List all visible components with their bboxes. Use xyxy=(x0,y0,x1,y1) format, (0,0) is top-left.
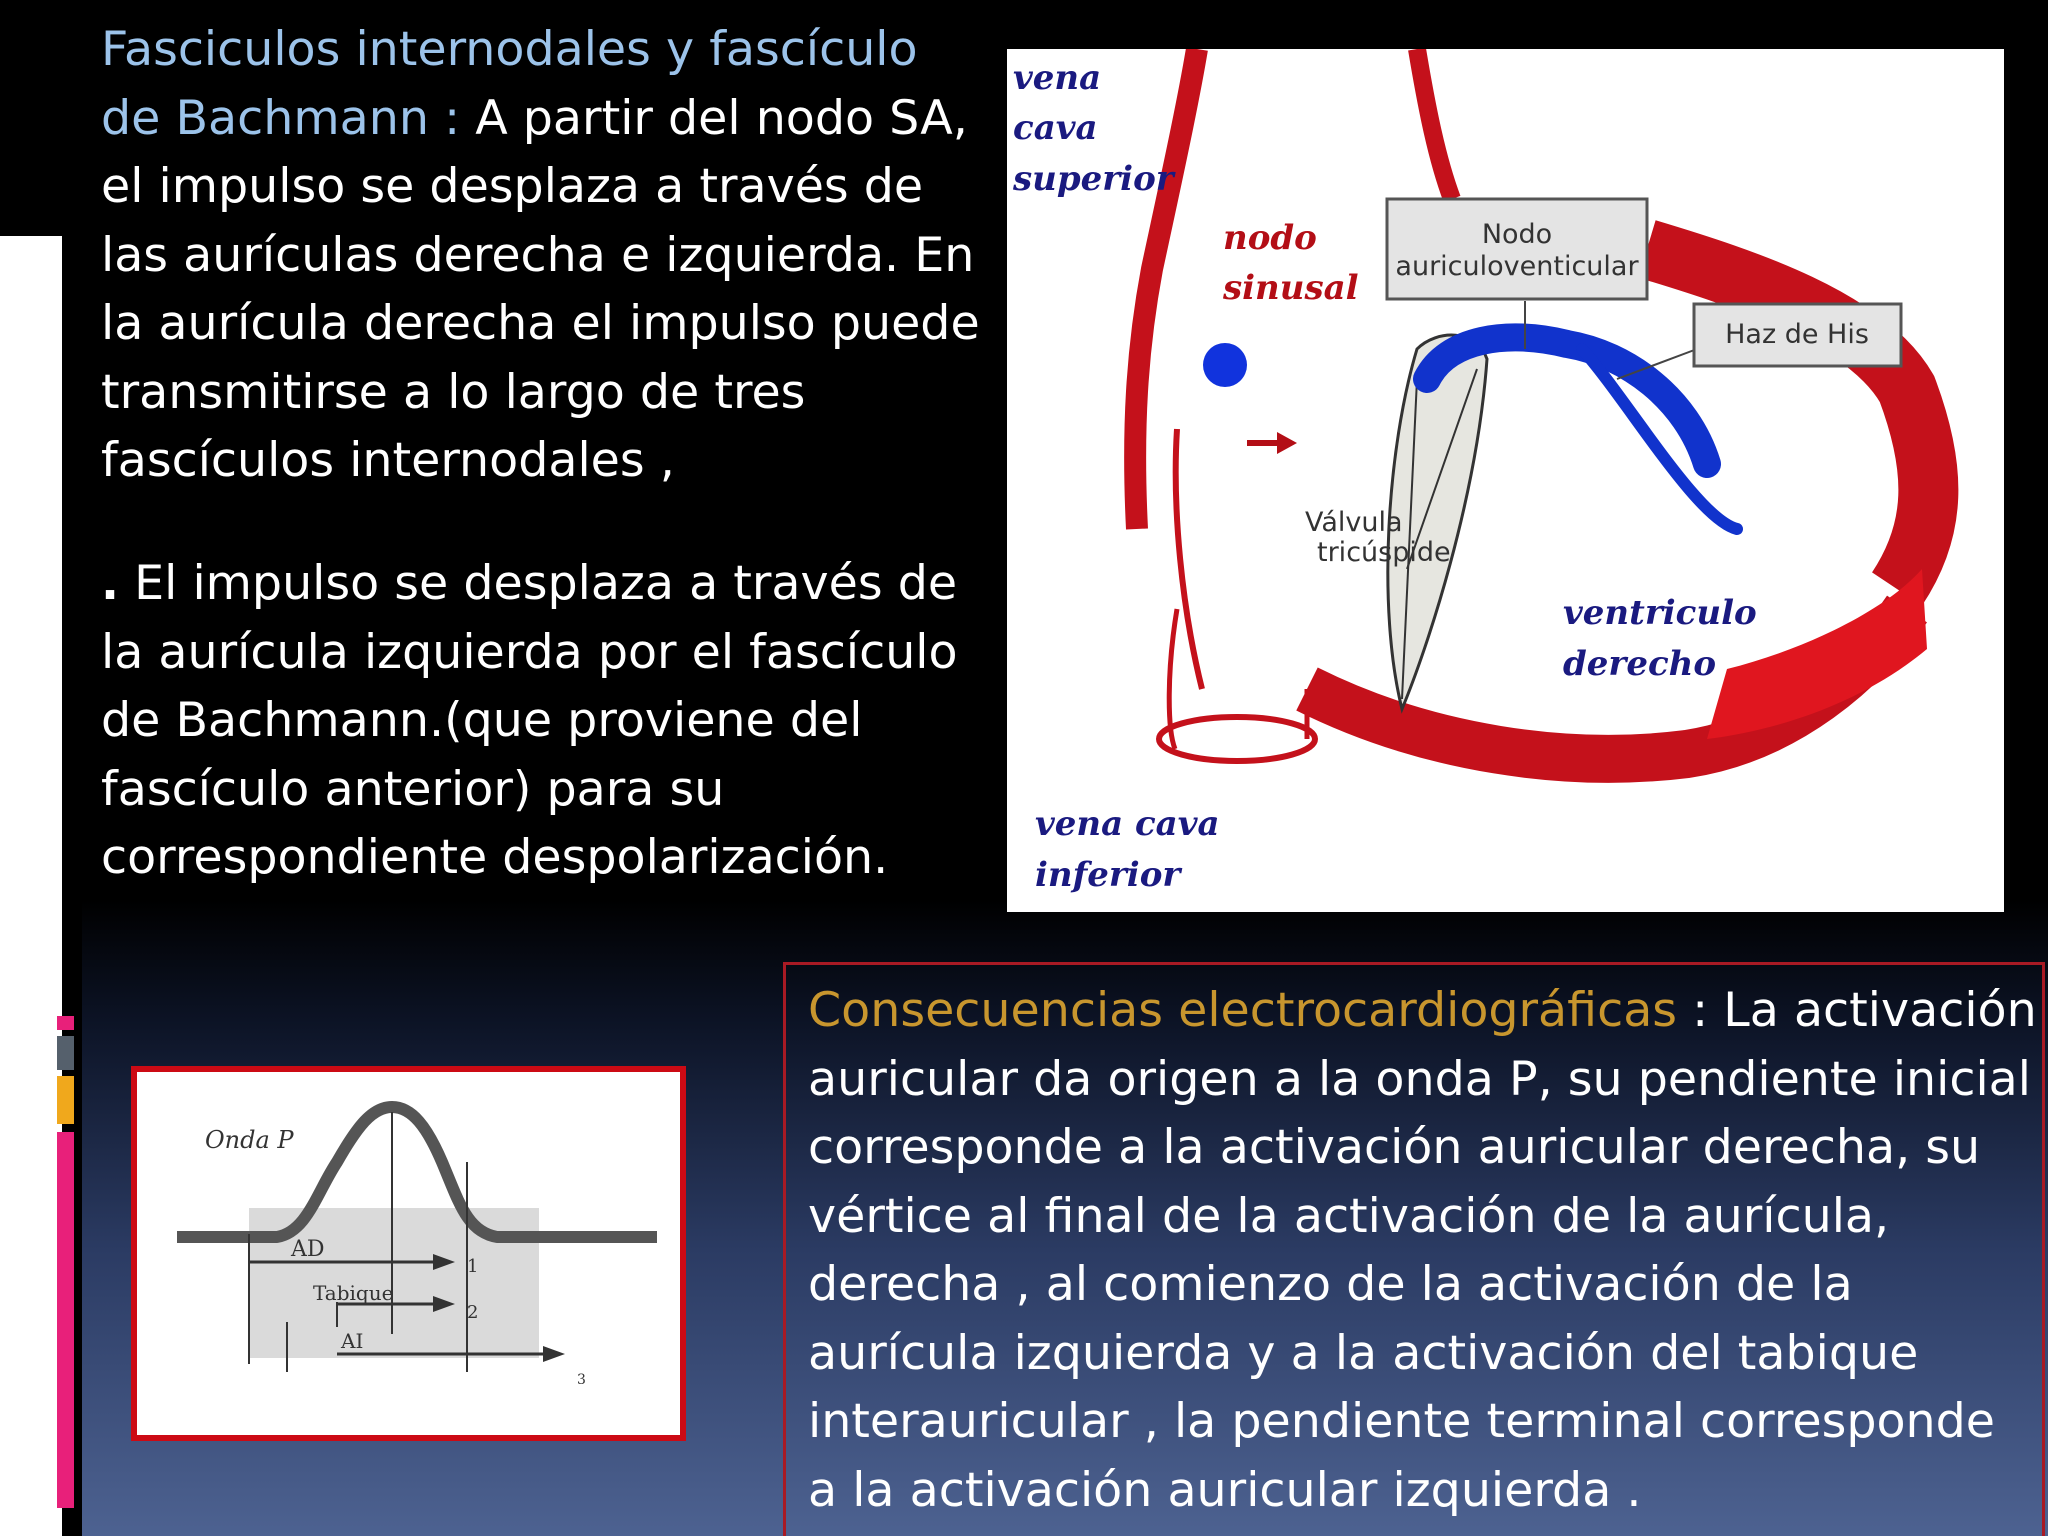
decor-line-3 xyxy=(56,198,82,202)
his-bundle-label: Haz de His xyxy=(1725,319,1869,350)
marker-1-label: 1 xyxy=(467,1256,479,1277)
p-wave-figure xyxy=(131,1066,686,1441)
av-node-label-line2: auriculoventicular xyxy=(1395,251,1639,282)
marker-2-label: 2 xyxy=(467,1302,479,1323)
decor-line-2 xyxy=(50,182,82,186)
sa-node-dot xyxy=(1203,343,1247,387)
p-wave-title: Onda P xyxy=(205,1126,294,1154)
decor-block-gray xyxy=(57,1036,74,1070)
aortic-arch xyxy=(1417,49,1452,199)
intro-body: A partir del nodo SA, el impulso se desplaza a través de las aurículas derecha e izquierda. En la aurícula derecha el impulso puede transmitirse a lo largo de tres fascículos internodales , xyxy=(101,90,980,488)
av-node-label-line1: Nodo xyxy=(1481,219,1553,250)
bachmann-body: El impulso se desplaza a través de la aurícula izquierda por el fascículo de Bachmann.(que proviene del fascículo anterior) para su correspondiente despolarización. xyxy=(101,556,958,885)
tricuspid-valve-leaflet xyxy=(1388,335,1487,709)
svc-label-line2: cava xyxy=(1013,108,1098,148)
intro-paragraph xyxy=(101,16,981,496)
tricuspid-label-line1: Válvula xyxy=(1305,507,1403,538)
decor-line-4 xyxy=(62,214,82,218)
inferior-vena-cava-ring xyxy=(1159,717,1315,761)
decor-block-pink-long xyxy=(57,1132,74,1508)
intro-colon: : xyxy=(428,90,461,146)
ecg-heading: Consecuencias electrocardiográficas xyxy=(808,983,1678,1038)
sinus-node-label-line1: nodo xyxy=(1223,218,1317,258)
ai-label: AI xyxy=(341,1329,364,1353)
decor-line-1 xyxy=(44,166,82,170)
ecg-consequences-box xyxy=(783,962,2045,1536)
bachmann-paragraph xyxy=(101,550,981,893)
superior-vena-cava-wall xyxy=(1135,49,1197,529)
ventricle-label-line1: ventriculo xyxy=(1563,593,1757,633)
left-decor-stripe xyxy=(0,0,82,1536)
sinus-node-label-line2: sinusal xyxy=(1223,268,1359,308)
heart-conduction-figure xyxy=(1007,49,2004,912)
atrial-wall-left xyxy=(1176,429,1202,689)
ecg-colon: : xyxy=(1677,983,1709,1038)
ivc-label-line2: inferior xyxy=(1035,855,1181,895)
ecg-paragraph xyxy=(808,977,2038,1525)
ad-label: AD xyxy=(291,1237,325,1262)
decor-block-orange xyxy=(57,1076,74,1124)
marker-3-label: 3 xyxy=(577,1372,586,1388)
tabique-label: Tabique xyxy=(313,1281,394,1305)
svc-label-line1: vena xyxy=(1013,58,1102,98)
arrow-right-icon xyxy=(1247,432,1297,454)
bachmann-bullet: . xyxy=(101,556,120,611)
decor-block-pink-small xyxy=(57,1016,74,1030)
ecg-body: La activación auricular da origen a la onda P, su pendiente inicial corresponde a la activación auricular derecha, su vértice al final de la activación de la aurícula, derecha , al comienzo de la activación de la aurícula izquierda y a la activación del tabique interauricular , la pendiente terminal corresponde a la activación auricular izquierda . xyxy=(808,983,2037,1518)
tricuspid-label-line2: tricúspide xyxy=(1317,537,1451,568)
ventricle-label-line2: derecho xyxy=(1563,644,1717,684)
intro-heading: Fasciculos internodales y fascículo de Bachmann xyxy=(101,22,918,146)
svc-label-line3: superior xyxy=(1013,159,1174,199)
ivc-label-line1: vena cava xyxy=(1035,804,1220,844)
